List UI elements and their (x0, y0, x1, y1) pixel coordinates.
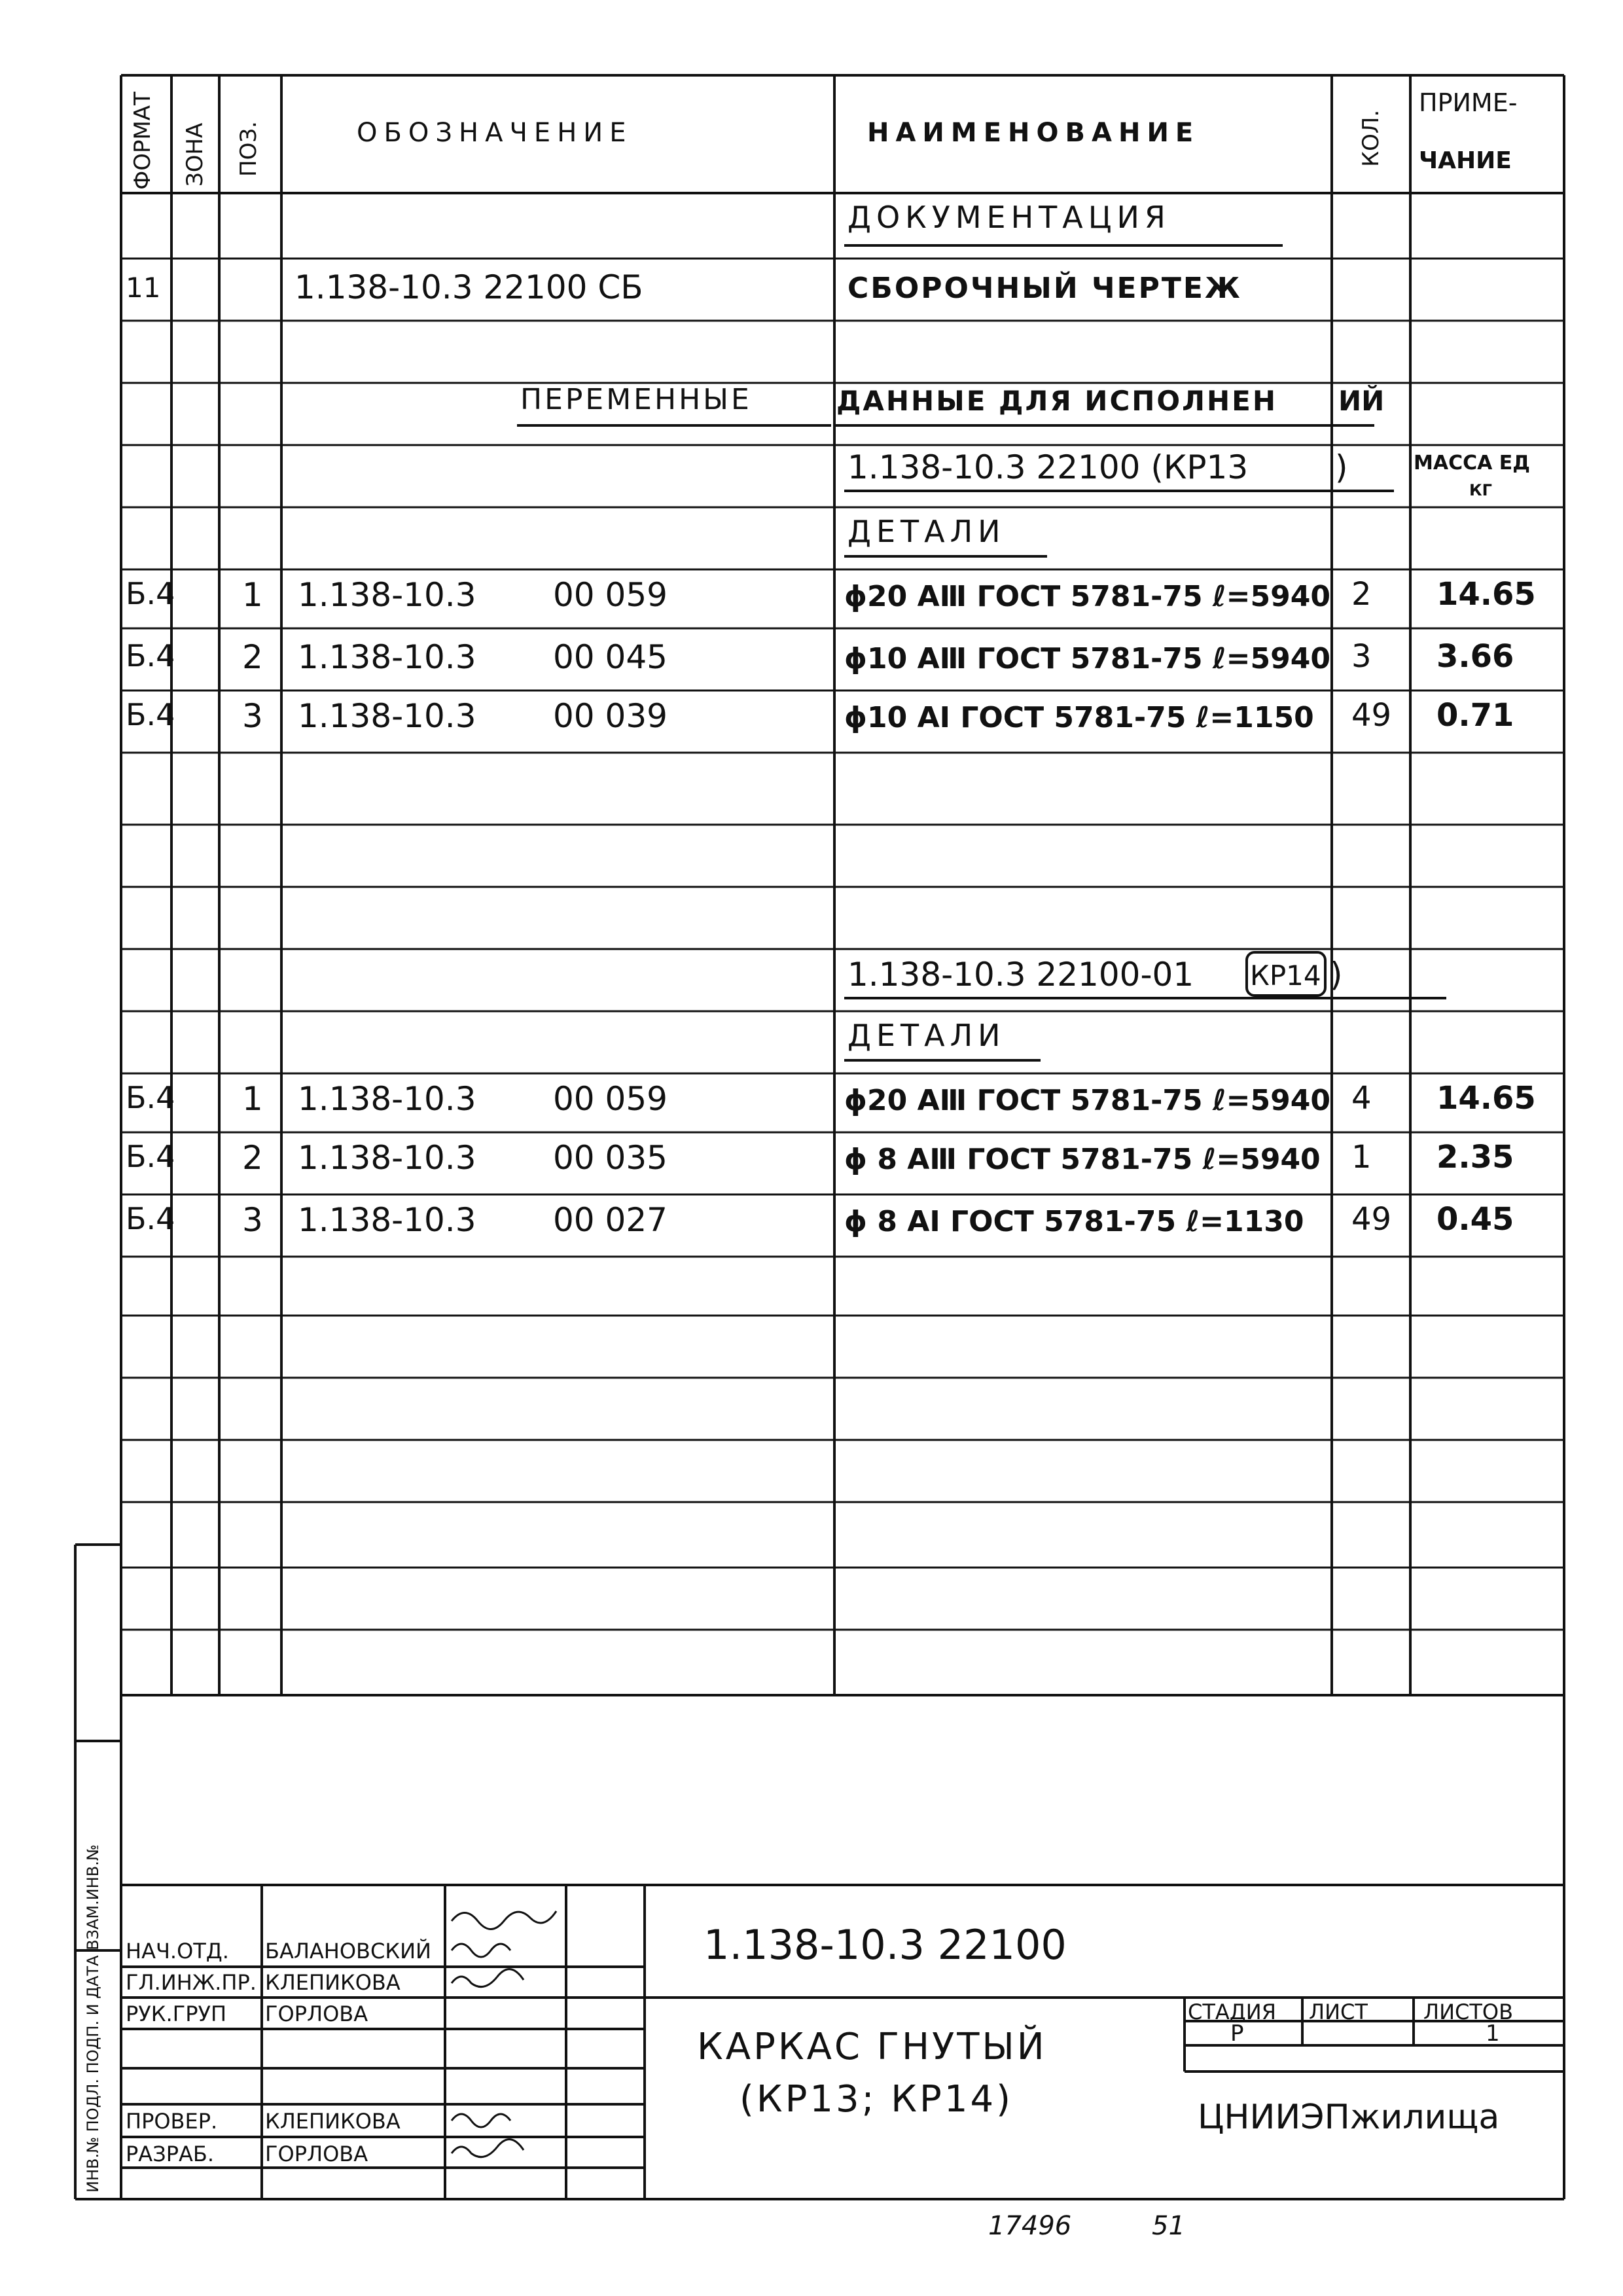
row-name: ϕ 8 АⅢ ГОСТ 5781-75 ℓ=5940 (844, 1143, 1321, 1176)
row-pos: 2 (242, 638, 263, 676)
variable-data-left: ПЕРЕМЕННЫЕ (520, 383, 752, 416)
row-format: Б.4 (126, 1080, 175, 1115)
role-person: КЛЕПИКОВА (265, 2109, 401, 2134)
row-qty: 3 (1351, 638, 1372, 675)
header-qty: КОЛ. (1358, 109, 1384, 167)
row-note: 14.65 (1436, 576, 1536, 613)
variant2-designation: 1.138-10.3 22100-01 (847, 956, 1194, 994)
doc-row-name: СБОРОЧНЫЙ ЧЕРТЕЖ (847, 272, 1242, 305)
header-zone: ЗОНА (182, 122, 208, 187)
stage-value: Р (1230, 2020, 1244, 2047)
row-pos: 1 (242, 576, 263, 614)
header-note-2: ЧАНИЕ (1419, 147, 1512, 174)
role-person: ГОРЛОВА (265, 2001, 368, 2026)
row-designation: 1.138-10.3 (298, 697, 476, 735)
role-person: ГОРЛОВА (265, 2142, 368, 2166)
section-documentation: ДОКУМЕНТАЦИЯ (847, 200, 1171, 235)
row-format: Б.4 (126, 1139, 175, 1174)
sheet-label: ЛИСТ (1309, 2000, 1368, 2024)
role-label: РАЗРАБ. (126, 2142, 215, 2166)
stage-label: СТАДИЯ (1188, 2000, 1276, 2024)
header-pos: ПОЗ. (236, 121, 262, 177)
row-code: 00 059 (553, 576, 668, 614)
header-name: НАИМЕНОВАНИЕ (867, 118, 1200, 148)
row-qty: 49 (1351, 697, 1392, 734)
row-designation: 1.138-10.3 (298, 1080, 476, 1118)
row-qty: 49 (1351, 1201, 1392, 1238)
row-code: 00 027 (553, 1201, 668, 1239)
sheets-value: 1 (1486, 2020, 1500, 2047)
row-pos: 3 (242, 1201, 263, 1239)
header-designation: ОБОЗНАЧЕНИЕ (357, 118, 633, 148)
row-name: ϕ20 АⅢ ГОСТ 5781-75 ℓ=5940 (844, 1084, 1330, 1117)
header-format: ФОРМАТ (130, 92, 156, 190)
role-label: ГЛ.ИНЖ.ПР. (126, 1970, 257, 1995)
row-pos: 3 (242, 697, 263, 735)
footer-number: 17496 (988, 2211, 1072, 2241)
row-format: Б.4 (126, 576, 175, 611)
variant1-mass-unit: КГ (1469, 481, 1492, 499)
title-line-1: КАРКАС ГНУТЫЙ (697, 2026, 1047, 2068)
row-code: 00 035 (553, 1139, 668, 1177)
row-note: 0.71 (1436, 697, 1514, 734)
variant1-close: ) (1335, 448, 1348, 486)
row-designation: 1.138-10.3 (298, 1139, 476, 1177)
row-pos: 1 (242, 1080, 263, 1118)
doc-row-format: 11 (126, 272, 161, 304)
variant2-tag: КР14 (1250, 960, 1321, 992)
role-person: БАЛАНОВСКИЙ (265, 1939, 431, 1964)
variant1-mass-label: МАССА ЕД (1414, 452, 1530, 475)
row-designation: 1.138-10.3 (298, 576, 476, 614)
role-person: КЛЕПИКОВА (265, 1970, 401, 1995)
row-code: 00 045 (553, 638, 668, 676)
row-code: 00 059 (553, 1080, 668, 1118)
row-note: 0.45 (1436, 1201, 1514, 1238)
row-format: Б.4 (126, 638, 175, 673)
footer-page: 51 (1152, 2211, 1185, 2241)
title-line-2: (КР13; КР14) (740, 2078, 1013, 2121)
row-format: Б.4 (126, 697, 175, 732)
row-qty: 2 (1351, 576, 1372, 613)
variant1-designation: 1.138-10.3 22100 (КР13 (847, 448, 1249, 486)
row-name: ϕ10 АI ГОСТ 5781-75 ℓ=1150 (844, 701, 1314, 734)
header-note-1: ПРИМЕ- (1419, 88, 1518, 117)
role-label: РУК.ГРУП (126, 2001, 227, 2026)
role-label: НАЧ.ОТД. (126, 1939, 229, 1964)
row-code: 00 039 (553, 697, 668, 735)
row-qty: 4 (1351, 1080, 1372, 1117)
row-qty: 1 (1351, 1139, 1372, 1175)
row-note: 2.35 (1436, 1139, 1514, 1175)
role-label: ПРОВЕР. (126, 2109, 218, 2134)
row-designation: 1.138-10.3 (298, 1201, 476, 1239)
organization: ЦНИИЭПжилища (1198, 2098, 1500, 2137)
side-binding-label: ИНВ.№ ПОДЛ. ПОДП. И ДАТА ВЗАМ.ИНВ.№ (84, 1844, 102, 2193)
variant1-section: ДЕТАЛИ (847, 514, 1006, 549)
doc-row-designation: 1.138-10.3 22100 СБ (294, 268, 643, 306)
row-note: 3.66 (1436, 638, 1514, 675)
row-note: 14.65 (1436, 1080, 1536, 1117)
row-pos: 2 (242, 1139, 263, 1177)
row-format: Б.4 (126, 1201, 175, 1236)
variant2-close: ) (1330, 956, 1343, 994)
row-name: ϕ20 АⅢ ГОСТ 5781-75 ℓ=5940 (844, 580, 1330, 613)
variable-data-end: ИЙ (1338, 385, 1385, 417)
row-name: ϕ10 АⅢ ГОСТ 5781-75 ℓ=5940 (844, 642, 1330, 675)
variable-data-right: ДАННЫЕ ДЛЯ ИСПОЛНЕН (836, 385, 1277, 417)
doc-number: 1.138-10.3 22100 (704, 1921, 1067, 1969)
row-designation: 1.138-10.3 (298, 638, 476, 676)
sheets-label: ЛИСТОВ (1423, 2000, 1514, 2024)
variant2-section: ДЕТАЛИ (847, 1018, 1006, 1053)
row-name: ϕ 8 АI ГОСТ 5781-75 ℓ=1130 (844, 1205, 1304, 1238)
